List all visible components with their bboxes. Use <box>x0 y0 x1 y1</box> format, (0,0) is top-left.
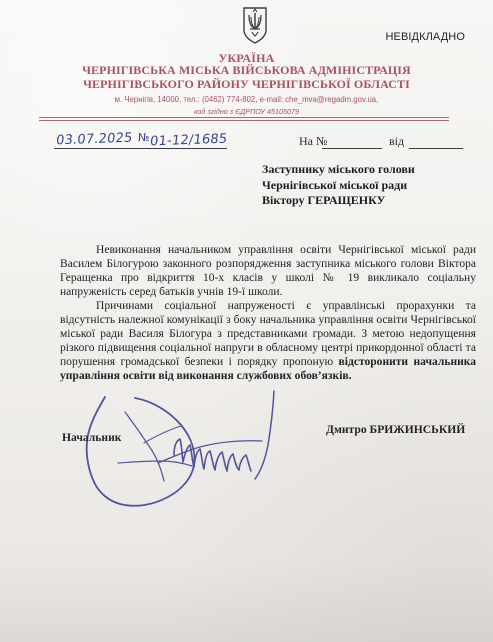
page-shadow <box>0 560 493 642</box>
body-paragraph-2-text <box>60 299 476 383</box>
handwritten-signature-icon <box>74 381 298 519</box>
body-paragraph-2-regular: Причинами соціальної напруженості є управлінські прорахунки та відсутність належної комунікації з боку начальника управління освіти Чернігівської міської ради Василя Білогура з представниками громади. З метою недопущення різкого підвищення соціальної напруги в обласному центрі прикордонної області та порушення громадської безпеки і порядку пропоную <box>60 300 476 369</box>
body-paragraph-1 <box>60 243 476 299</box>
handwritten-outgoing-number: 01-12/1685 <box>149 131 229 150</box>
header-rule-top <box>39 117 449 118</box>
recipient-block <box>262 162 462 209</box>
ukraine-trident-icon <box>240 5 270 45</box>
organization-contact-line: м. Чернігів, 14000, тел.: (0462) 774-802, e-mail: che_mva@regadm.gov.ua, <box>114 95 379 104</box>
organization-code-line: код згідно з ЄДРПОУ 45105079 <box>194 107 299 116</box>
handwritten-outgoing-number-symbol: № <box>137 130 150 145</box>
header-rule-bottom <box>39 120 449 121</box>
recipient-line-2: Чернігівської міської ради <box>262 177 408 192</box>
organization-title-line-1: ЧЕРНІГІВСЬКА МІСЬКА ВІЙСЬКОВА АДМІНІСТРАЦІЯ <box>82 63 411 77</box>
handwritten-outgoing-date: 03.07.2025 <box>55 130 134 149</box>
recipient-line-3: Віктору ГЕРАЩЕНКУ <box>262 193 386 208</box>
reply-number-label: На № <box>299 134 328 148</box>
signature-position: Начальник <box>62 431 122 444</box>
reply-date-line <box>409 148 463 149</box>
body-paragraph-2 <box>60 299 476 383</box>
recipient-line-1: Заступнику міського голови <box>262 162 415 176</box>
reply-number-line <box>322 148 382 149</box>
body-paragraph-2-bold: відсторонити начальника управління освіти від виконання службових обов’язків. <box>60 356 476 383</box>
reply-date-label: від <box>389 134 405 148</box>
body-paragraph-1-text: Невиконання начальником управління освіти Чернігівської міської ради Василем Білогурою законного розпорядження заступника міського голови Віктора Геращенка про відкриття 10-х класів у школі № 19 викликало соціальну напруженість серед батьків учнів 19-ї школи. <box>60 244 476 299</box>
signature-name: Дмитро БРИЖИНСЬКИЙ <box>326 423 466 436</box>
outgoing-number-line <box>54 148 227 149</box>
country-title: УКРАЇНА <box>218 51 275 65</box>
organization-title-line-2: ЧЕРНІГІВСЬКОГО РАЙОНУ ЧЕРНІГІВСЬКОЇ ОБЛАСТІ <box>83 77 410 91</box>
urgency-label: НЕВІДКЛАДНО <box>385 31 465 43</box>
